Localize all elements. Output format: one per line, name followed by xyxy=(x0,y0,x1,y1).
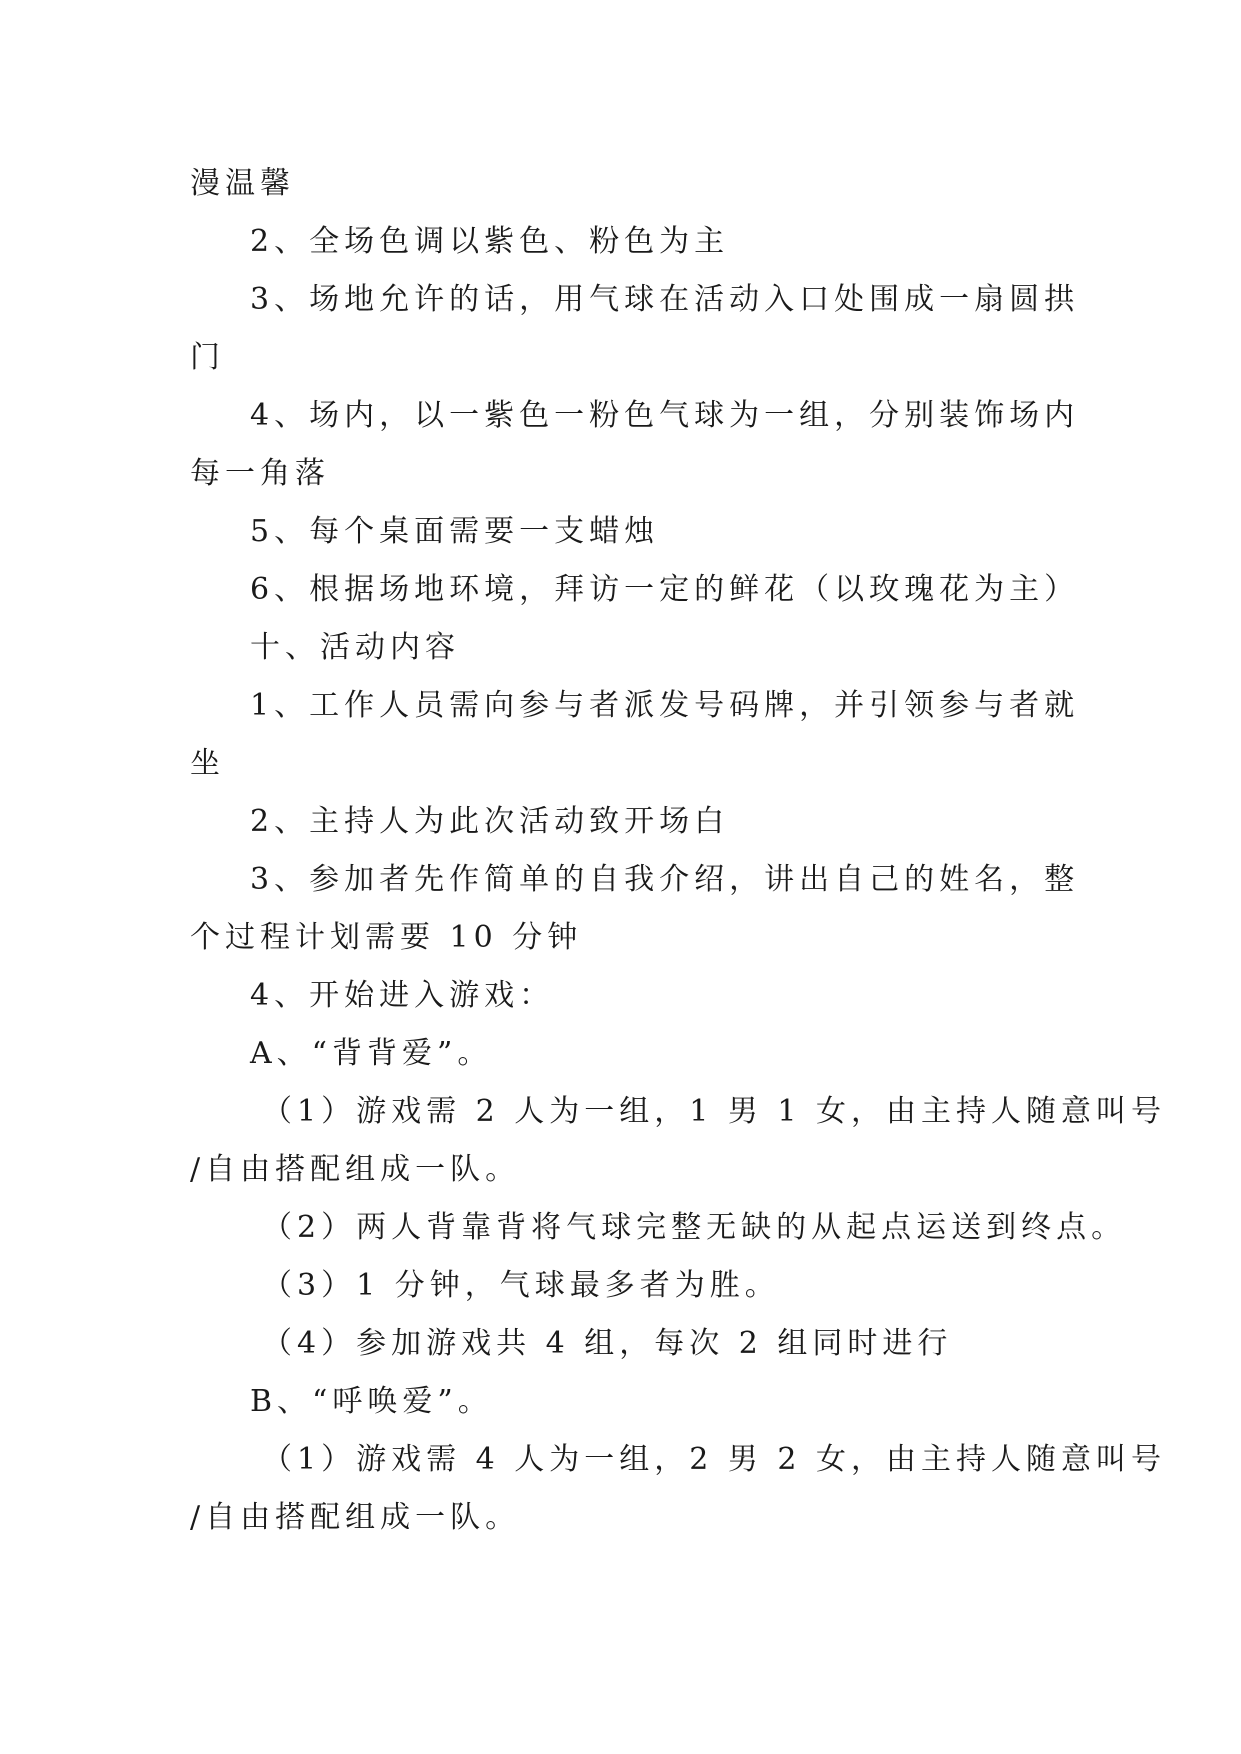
text-line: 每一角落 xyxy=(190,456,330,491)
text-line: 3、参加者先作简单的自我介绍，讲出自己的姓名，整 xyxy=(250,862,1080,897)
text-line: 4、开始进入游戏： xyxy=(250,978,555,1013)
text-line: （1）游戏需 4 人为一组，2 男 2 女，由主持人随意叫号 xyxy=(262,1442,1167,1477)
text-line: 4、场内，以一紫色一粉色气球为一组，分别装饰场内 xyxy=(250,398,1080,433)
game-heading: B、“呼唤爱”。 xyxy=(250,1384,493,1419)
text-line: 坐 xyxy=(190,746,225,781)
text-line: 2、全场色调以紫色、粉色为主 xyxy=(250,224,730,259)
text-line: 5、每个桌面需要一支蜡烛 xyxy=(250,514,660,549)
text-line: 2、主持人为此次活动致开场白 xyxy=(250,804,730,839)
text-line: 个过程计划需要 10 分钟 xyxy=(190,920,583,955)
section-heading: 十、活动内容 xyxy=(250,630,460,665)
text-line: （1）游戏需 2 人为一组，1 男 1 女，由主持人随意叫号 xyxy=(262,1094,1167,1129)
text-line: 6、根据场地环境，拜访一定的鲜花（以玫瑰花为主） xyxy=(250,572,1080,607)
text-line: /自由搭配组成一队。 xyxy=(190,1500,521,1535)
text-line: 门 xyxy=(190,340,225,375)
text-line: 漫温馨 xyxy=(190,166,295,201)
text-line: 1、工作人员需向参与者派发号码牌，并引领参与者就 xyxy=(250,688,1080,723)
text-line: （4）参加游戏共 4 组，每次 2 组同时进行 xyxy=(262,1326,953,1361)
text-line: /自由搭配组成一队。 xyxy=(190,1152,521,1187)
text-line: （2）两人背靠背将气球完整无缺的从起点运送到终点。 xyxy=(262,1210,1127,1245)
text-line: （3）1 分钟，气球最多者为胜。 xyxy=(262,1268,780,1303)
document-body xyxy=(190,155,1167,1547)
text-line: 3、场地允许的话，用气球在活动入口处围成一扇圆拱 xyxy=(250,282,1080,317)
game-heading: A、“背背爱”。 xyxy=(250,1036,493,1071)
